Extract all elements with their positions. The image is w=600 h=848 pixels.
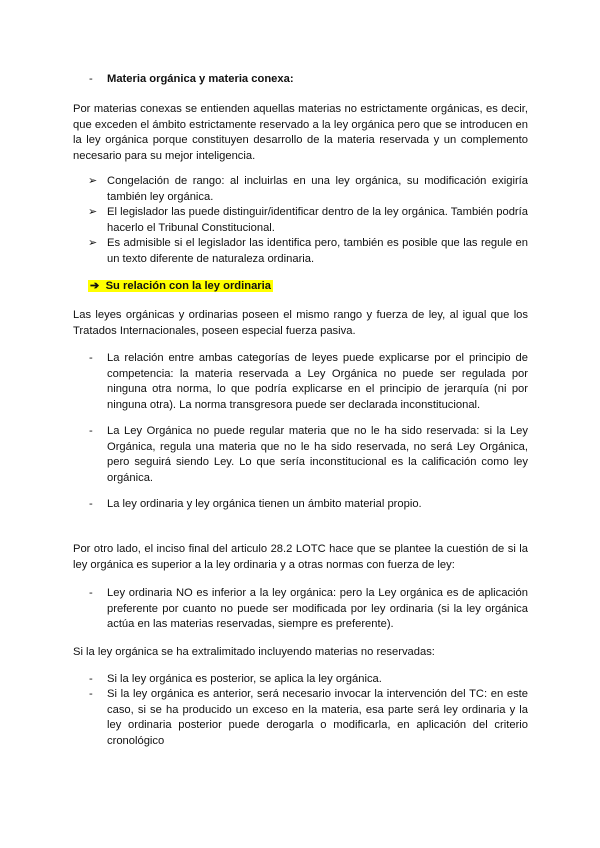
dash3-bullet-1: - [89, 673, 93, 685]
heading2-arrow-icon: ➔ [90, 280, 100, 292]
arrow-item-1: Congelación de rango: al incluirlas en una ley orgánica, su modificación exigiría también ley orgánica. [107, 175, 528, 203]
arrow-item-2: El legislador las puede distinguir/identificar dentro de la ley orgánica. También podría hacerlo el Tribunal Constitucional. [107, 206, 528, 234]
dash3-item-2: Si la ley orgánica es anterior, será necesario invocar la intervención del TC: en este caso, si se ha producido un exceso en la materia, esa parte será ley ordinaria y la ley ordinaria posterior puede derogarla o modificarla, en aplicación del criterio cronológico [107, 688, 528, 747]
dash-item-2: La Ley Orgánica no puede regular materia que no le ha sido reservada: si la Ley Orgánica, regula una materia que no le ha sido reservada, no será Ley Orgánica, pero seguirá siendo Ley. Lo que sería inconstitucional es la calificación como ley orgánica. [107, 425, 528, 484]
paragraph-conexas: Por materias conexas se entienden aquellas materias no estrictamente orgánicas, es decir, que exceden el ámbito estrictamente reservado a la ley orgánica pero que se introducen en la ley orgánica porque constituyen desarrollo de la materia reservada y un complemento necesario para su mejor inteligencia. [73, 103, 528, 162]
heading1-text: Materia orgánica y materia conexa: [107, 73, 294, 85]
heading2 [88, 279, 273, 295]
arrow-item-3: Es admisible si el legislador las identifica pero, también es posible que las regule en un texto diferente de naturaleza ordinaria. [107, 237, 528, 265]
dash2-item-1: Ley ordinaria NO es inferior a la ley orgánica: pero la Ley orgánica es de aplicación preferente por cuanto no puede ser modificada por ley ordinaria (si la ley orgánica actúa en las materias reservadas, siempre es preferente). [107, 587, 528, 630]
dash3-bullet-2: - [89, 688, 93, 700]
arrow-bullet-1: ➢ [88, 175, 98, 187]
dash-bullet-3: - [89, 498, 93, 510]
paragraph-extralimitado: Si la ley orgánica se ha extralimitado incluyendo materias no reservadas: [73, 646, 435, 658]
heading2-text: Su relación con la ley ordinaria [105, 280, 271, 292]
paragraph-rango: Las leyes orgánicas y ordinarias poseen el mismo rango y fuerza de ley, al igual que los Tratados Internacionales, poseen especial fuerza pasiva. [73, 309, 528, 337]
dash-item-1: La relación entre ambas categorías de leyes puede explicarse por el principio de competencia: la materia reservada a Ley Orgánica no puede ser regulada por ninguna otra norma, lo que podría explicarse en el principio de jerarquía (ni por ninguna otra). La norma transgresora puede ser declarada inconstitucional. [107, 352, 528, 411]
arrow-bullet-3: ➢ [88, 237, 98, 249]
dash-item-3: La ley ordinaria y ley orgánica tienen un ámbito material propio. [107, 498, 422, 510]
paragraph-lotc: Por otro lado, el inciso final del articulo 28.2 LOTC hace que se plantee la cuestión de si la ley orgánica es superior a la ley ordinaria y a otras normas con fuerza de ley: [73, 543, 528, 571]
heading1-bullet: - [89, 73, 93, 85]
arrow-bullet-2: ➢ [88, 206, 98, 218]
dash2-bullet-1: - [89, 587, 93, 599]
dash3-item-1: Si la ley orgánica es posterior, se aplica la ley orgánica. [107, 673, 382, 685]
dash-bullet-1: - [89, 352, 93, 364]
dash-bullet-2: - [89, 425, 93, 437]
heading2-highlight [88, 280, 273, 292]
